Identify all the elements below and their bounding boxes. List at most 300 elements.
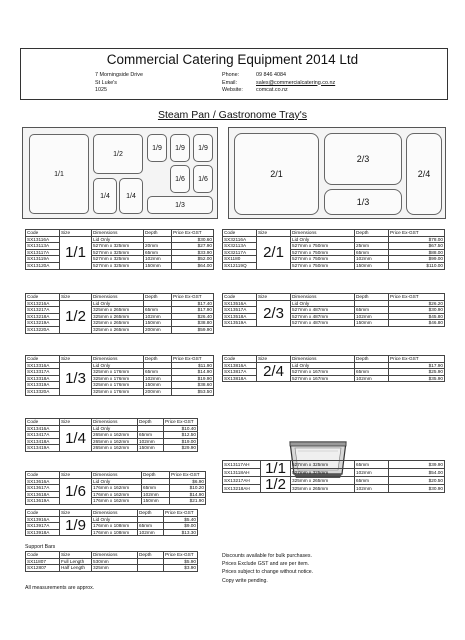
header-depth: Depth: [144, 230, 172, 237]
header-dimensions: Dimensions: [92, 356, 144, 363]
price-cell: $19.90: [172, 375, 214, 382]
size-cell: Half Length: [60, 565, 92, 572]
table-row: [26, 307, 214, 314]
header-depth: Depth: [138, 510, 164, 517]
code-cell: SX13219A: [26, 320, 60, 327]
size-cell: 1/6: [60, 478, 92, 504]
depth-cell: 65mm: [144, 249, 172, 256]
measurements-footnote: All measurements are approx.: [25, 585, 95, 591]
header-size: Size: [60, 356, 92, 363]
dimensions-cell: Lid Only: [92, 516, 138, 523]
depth-cell: 150mm: [144, 382, 172, 389]
dimensions-cell: 176mm x 162mm: [92, 491, 142, 498]
pan-1-3: 1/3: [324, 189, 402, 215]
address-line: 7 Morningside Drive: [95, 72, 143, 78]
depth-cell: 102mm: [142, 491, 170, 498]
website-label: Website:: [222, 87, 243, 93]
price-cell: $26.40: [172, 313, 214, 320]
table-row: [26, 425, 198, 432]
large-pans-diagram: [228, 127, 446, 219]
table-row: [26, 491, 206, 498]
depth-cell: 102mm: [144, 313, 172, 320]
table-row: [223, 461, 445, 469]
depth-cell: [144, 300, 172, 307]
table-header-row: [26, 356, 214, 363]
header-size: Size: [60, 294, 92, 301]
header-size: Size: [60, 230, 92, 237]
dimensions-cell: 265mm x 162mm: [92, 432, 138, 439]
code-cell: SX13516A: [223, 300, 257, 307]
header-price: Price Ex-GST: [172, 294, 214, 301]
depth-cell: 102mm: [355, 313, 389, 320]
depth-cell: 65mm: [355, 477, 389, 485]
header-code: Code: [223, 294, 257, 301]
dimensions-cell: 325mm x 265mm: [291, 485, 355, 493]
depth-cell: [138, 516, 164, 523]
table-2-1: [222, 229, 445, 270]
code-cell: SX13917A: [26, 523, 60, 530]
depth-cell: [355, 236, 389, 243]
header-code: Code: [26, 552, 60, 559]
header-price: Price Ex-GST: [170, 472, 206, 479]
code-cell: SX11807: [26, 558, 60, 565]
depth-cell: 25mm: [355, 243, 389, 250]
pan-1-4: 1/4: [93, 178, 117, 214]
dimensions-cell: 325mm x 265mm: [92, 313, 144, 320]
header-depth: Depth: [138, 419, 164, 426]
depth-cell: 102mm: [355, 485, 389, 493]
pan-1-3: 1/3: [147, 196, 213, 214]
website-value: comcat.co.nz: [256, 87, 288, 93]
size-cell: 1/4: [60, 425, 92, 451]
code-cell: SX13416A: [26, 425, 60, 432]
dimensions-cell: 265mm x 162mm: [92, 445, 138, 452]
price-cell: $46.80: [389, 320, 445, 327]
code-cell: SX13517A: [223, 307, 257, 314]
table-row: [26, 485, 206, 492]
depth-cell: 65mm: [144, 307, 172, 314]
table-row: [26, 558, 198, 565]
code-cell: SX13218AH: [223, 485, 261, 493]
code-cell: SX13117A: [26, 249, 60, 256]
header-dimensions: Dimensions: [291, 294, 355, 301]
code-cell: SX13113A: [26, 243, 60, 250]
note-line: Discounts available for bulk purchases.: [222, 553, 312, 559]
code-cell: SX13118AH: [223, 469, 261, 477]
code-cell: SX13319A: [26, 382, 60, 389]
code-cell: SX13818A: [223, 375, 257, 382]
dimensions-cell: 527mm x 750mm: [291, 243, 355, 250]
dimensions-cell: Lid Only: [92, 425, 138, 432]
contact-block: [222, 72, 335, 95]
pan-1-1: 1/1: [29, 134, 89, 214]
table-1-9: [25, 509, 198, 536]
dimensions-cell: Lid Only: [92, 236, 144, 243]
code-cell: SX12119Q: [223, 262, 257, 269]
header-code: Code: [26, 294, 60, 301]
table-support-bars: [25, 551, 198, 572]
depth-cell: [355, 300, 389, 307]
table-row: [26, 498, 206, 505]
dimensions-cell: 527mm x 750mm: [291, 262, 355, 269]
table-row: [26, 262, 214, 269]
depth-cell: 150mm: [138, 445, 164, 452]
table-row: [26, 362, 214, 369]
code-cell: SX13419A: [26, 445, 60, 452]
phone-label: Phone:: [222, 72, 240, 78]
dimensions-cell: 325mm x 176mm: [92, 382, 144, 389]
dimensions-cell: 527mm x 325mm: [92, 256, 144, 263]
depth-cell: 20mm: [144, 243, 172, 250]
dimensions-cell: 527mm x 325mm: [291, 469, 355, 477]
header-size: Size: [60, 472, 92, 479]
price-cell: $88.00: [389, 249, 445, 256]
code-cell: SX13916A: [26, 516, 60, 523]
table-row: [26, 320, 214, 327]
table-1-6: [25, 471, 206, 505]
dimensions-cell: 530mm: [92, 558, 138, 565]
dimensions-cell: 325mm x 265mm: [92, 326, 144, 333]
table-row: [26, 326, 214, 333]
email-link[interactable]: sales@commercialcatering.co.nz: [256, 79, 336, 86]
pan-2-3: 2/3: [324, 133, 402, 185]
table-row: [26, 523, 198, 530]
price-cell: $35.90: [389, 375, 445, 382]
code-cell: SX13220A: [26, 326, 60, 333]
depth-cell: 150mm: [355, 262, 389, 269]
page-subtitle: Steam Pan / Gastronome Tray's: [157, 109, 308, 121]
table-row: [26, 249, 214, 256]
pan-1-4: 1/4: [119, 178, 143, 214]
table-row: [223, 256, 445, 263]
depth-cell: 102mm: [144, 256, 172, 263]
depth-cell: 102mm: [138, 438, 164, 445]
note-line: Prices Exclude GST and are per item.: [222, 561, 309, 568]
note-line: Prices subject to change without notice.: [222, 569, 314, 576]
dimensions-cell: 176mm x 108mm: [92, 523, 138, 530]
dimensions-cell: 527mm x 325mm: [92, 249, 144, 256]
header-dimensions: Dimensions: [92, 510, 138, 517]
code-cell: SX13217AH: [223, 477, 261, 485]
code-cell: SX13918A: [26, 529, 60, 536]
dimensions-cell: 176mm x 162mm: [92, 498, 142, 505]
dimensions-cell: Lid Only: [92, 478, 142, 485]
price-cell: $25.90: [389, 369, 445, 376]
depth-cell: [138, 425, 164, 432]
size-cell: 2/1: [257, 236, 291, 269]
code-cell: SX13316A: [26, 362, 60, 369]
address-line: St Luke's: [95, 79, 118, 86]
header-code: Code: [223, 356, 257, 363]
depth-cell: 200mm: [144, 388, 172, 395]
price-cell: $78.00: [389, 236, 445, 243]
code-cell: SX13218A: [26, 313, 60, 320]
price-cell: $17.90: [172, 307, 214, 314]
table-header-row: [223, 356, 445, 363]
code-cell: SX13518A: [223, 313, 257, 320]
email-label: Email:: [222, 79, 237, 86]
code-cell: SX13217A: [26, 307, 60, 314]
dimensions-cell: 325mm x 265mm: [92, 307, 144, 314]
table-row: [26, 313, 214, 320]
code-cell: SX13119A: [26, 256, 60, 263]
support-bars-title: Support Bars: [25, 544, 56, 550]
price-cell: $17.90: [389, 362, 445, 369]
header-depth: Depth: [144, 294, 172, 301]
dimensions-cell: 325mm: [92, 565, 138, 572]
table-row: [223, 262, 445, 269]
header-code: Code: [26, 510, 60, 517]
price-cell: $3.90: [164, 565, 198, 572]
depth-cell: 65mm: [138, 432, 164, 439]
header-price: Price Ex-GST: [164, 419, 198, 426]
header-size: Size: [60, 552, 92, 559]
depth-cell: 200mm: [144, 326, 172, 333]
depth-cell: 150mm: [144, 320, 172, 327]
dimensions-cell: 325mm x 265mm: [291, 477, 355, 485]
header-size: Size: [60, 510, 92, 517]
table-row: [26, 445, 198, 452]
price-cell: $29.90: [164, 445, 198, 452]
header-price: Price Ex-GST: [389, 230, 445, 237]
dimensions-cell: Lid Only: [92, 300, 144, 307]
dimensions-cell: 325mm x 265mm: [92, 320, 144, 327]
price-cell: $39.90: [389, 461, 445, 469]
table-row: [223, 249, 445, 256]
size-cell: Full Length: [60, 558, 92, 565]
price-cell: $5.90: [164, 558, 198, 565]
header-dimensions: Dimensions: [291, 230, 355, 237]
price-cell: $59.90: [172, 326, 214, 333]
dimensions-cell: Lid Only: [92, 362, 144, 369]
price-cell: $13.30: [164, 529, 198, 536]
table-2-3: [222, 293, 445, 327]
header-price: Price Ex-GST: [164, 510, 198, 517]
depth-cell: [142, 478, 170, 485]
dimensions-cell: 527mm x 167mm: [291, 375, 355, 382]
depth-cell: 102mm: [355, 469, 389, 477]
header-depth: Depth: [355, 356, 389, 363]
table-1-2: [25, 293, 214, 334]
dimensions-cell: 527mm x 750mm: [291, 256, 355, 263]
code-cell: SX13317A: [26, 369, 60, 376]
code-cell: SX32116A: [223, 236, 257, 243]
small-pans-diagram: [22, 127, 218, 219]
depth-cell: 65mm: [355, 461, 389, 469]
price-cell: $30.60: [172, 236, 214, 243]
dimensions-cell: 527mm x 487mm: [291, 307, 355, 314]
header-depth: Depth: [355, 294, 389, 301]
code-cell: SX13519A: [223, 320, 257, 327]
header-size: Size: [257, 356, 291, 363]
price-cell: $6.90: [170, 478, 206, 485]
code-cell: SX13417A: [26, 432, 60, 439]
pan-1-9: 1/9: [193, 134, 213, 162]
table-row: [223, 300, 445, 307]
depth-cell: [355, 362, 389, 369]
dimensions-cell: 527mm x 487mm: [291, 320, 355, 327]
dimensions-cell: Lid Only: [291, 362, 355, 369]
table-row: [223, 313, 445, 320]
header-price: Price Ex-GST: [164, 552, 198, 559]
table-row: [26, 516, 198, 523]
dimensions-cell: 527mm x 325mm: [92, 262, 144, 269]
price-cell: $67.50: [389, 243, 445, 250]
table-row: [26, 438, 198, 445]
price-cell: $17.40: [172, 300, 214, 307]
header-depth: Depth: [355, 230, 389, 237]
pan-2-4: 2/4: [406, 133, 442, 215]
table-row: [223, 307, 445, 314]
header-size: Size: [60, 419, 92, 426]
price-cell: $27.90: [172, 243, 214, 250]
dimensions-cell: 527mm x 750mm: [291, 249, 355, 256]
code-cell: SX32117A: [223, 249, 257, 256]
depth-cell: 102mm: [355, 375, 389, 382]
table-1-1: [25, 229, 214, 270]
table-row: [223, 375, 445, 382]
size-cell: 1/2: [60, 300, 92, 333]
dimensions-cell: Lid Only: [291, 236, 355, 243]
depth-cell: 102mm: [355, 256, 389, 263]
size-cell: 2/3: [257, 300, 291, 326]
code-cell: SX13318A: [26, 375, 60, 382]
size-cell: 1/3: [60, 362, 92, 395]
depth-cell: [144, 362, 172, 369]
price-cell: $9.00: [164, 523, 198, 530]
code-cell: SX13117AH: [223, 461, 261, 469]
table-1-3: [25, 355, 214, 396]
price-cell: $11.90: [172, 362, 214, 369]
table-row: [26, 256, 214, 263]
code-cell: SX13418A: [26, 438, 60, 445]
depth-cell: [138, 565, 164, 572]
size-cell: 1/2: [261, 477, 291, 493]
price-cell: $33.90: [172, 249, 214, 256]
dimensions-cell: 325mm x 176mm: [92, 375, 144, 382]
price-cell: $45.80: [389, 313, 445, 320]
dimensions-cell: 527mm x 325mm: [92, 243, 144, 250]
size-cell: 1/1: [261, 461, 291, 477]
table-row: [223, 469, 445, 477]
table-row: [223, 369, 445, 376]
code-cell: SX13617A: [26, 485, 60, 492]
company-name: Commercial Catering Equipment 2014 Ltd: [106, 52, 359, 67]
table-row: [26, 382, 214, 389]
note-line: Copy write pending.: [222, 577, 268, 584]
dimensions-cell: 325mm x 176mm: [92, 388, 144, 395]
header-price: Price Ex-GST: [389, 294, 445, 301]
code-cell: SX13816A: [223, 362, 257, 369]
depth-cell: 65mm: [355, 307, 389, 314]
price-cell: $99.00: [389, 256, 445, 263]
table-row: [26, 375, 214, 382]
header-code: Code: [26, 472, 60, 479]
table-row: [223, 485, 445, 493]
header-depth: Depth: [142, 472, 170, 479]
price-cell: $53.50: [172, 388, 214, 395]
depth-cell: [138, 558, 164, 565]
address-line: 1025: [95, 87, 107, 93]
table-ah: [222, 460, 445, 493]
header-dimensions: Dimensions: [92, 419, 138, 426]
header-dimensions: Dimensions: [92, 230, 144, 237]
table-row: [26, 565, 198, 572]
code-cell: SX13116A: [26, 236, 60, 243]
code-cell: SX13616A: [26, 478, 60, 485]
table-header-row: [223, 230, 445, 237]
table-header-row: [223, 294, 445, 301]
table-row: [26, 478, 206, 485]
price-cell: $30.90: [389, 485, 445, 493]
pan-1-2: 1/2: [93, 134, 143, 174]
price-cell: $14.90: [172, 369, 214, 376]
price-cell: $20.50: [389, 477, 445, 485]
dimensions-cell: 527mm x 167mm: [291, 369, 355, 376]
price-cell: $110.00: [389, 262, 445, 269]
price-cell: $54.00: [389, 469, 445, 477]
dimensions-cell: 176mm x 108mm: [92, 529, 138, 536]
price-cell: $14.90: [170, 491, 206, 498]
price-cell: $19.00: [164, 438, 198, 445]
price-cell: $5.40: [164, 516, 198, 523]
price-cell: $30.90: [389, 307, 445, 314]
header-size: Size: [257, 294, 291, 301]
code-cell: SX13216A: [26, 300, 60, 307]
table-row: [26, 369, 214, 376]
price-cell: $10.20: [170, 485, 206, 492]
depth-cell: 102mm: [138, 529, 164, 536]
table-1-4: [25, 418, 198, 452]
price-cell: $38.60: [172, 382, 214, 389]
price-cell: $26.20: [389, 300, 445, 307]
depth-cell: 150mm: [355, 320, 389, 327]
table-row: [26, 432, 198, 439]
price-cell: $12.50: [164, 432, 198, 439]
dimensions-cell: 176mm x 162mm: [92, 485, 142, 492]
code-cell: SX13817A: [223, 369, 257, 376]
dimensions-cell: 265mm x 162mm: [92, 438, 138, 445]
header-price: Price Ex-GST: [172, 230, 214, 237]
table-row: [223, 362, 445, 369]
dimensions-cell: 527mm x 487mm: [291, 313, 355, 320]
table-row: [223, 243, 445, 250]
pan-1-9: 1/9: [170, 134, 190, 162]
header-size: Size: [257, 230, 291, 237]
dimensions-cell: 325mm x 176mm: [92, 369, 144, 376]
dimensions-cell: 527mm x 325mm: [291, 461, 355, 469]
price-cell: $64.00: [172, 262, 214, 269]
header-price: Price Ex-GST: [172, 356, 214, 363]
header-price: Price Ex-GST: [389, 356, 445, 363]
address-block: [95, 72, 143, 95]
table-header-row: [26, 552, 198, 559]
size-cell: 2/4: [257, 362, 291, 382]
depth-cell: 102mm: [144, 375, 172, 382]
code-cell: SX32113A: [223, 243, 257, 250]
pan-1-6: 1/6: [170, 165, 190, 193]
header-code: Code: [26, 419, 60, 426]
table-row: [26, 300, 214, 307]
depth-cell: [144, 236, 172, 243]
price-cell: $38.80: [172, 320, 214, 327]
depth-cell: 150mm: [144, 262, 172, 269]
code-cell: SX12807: [26, 565, 60, 572]
table-row: [26, 529, 198, 536]
notes-block: [222, 552, 313, 585]
size-cell: 1/9: [60, 516, 92, 536]
header-code: Code: [26, 230, 60, 237]
